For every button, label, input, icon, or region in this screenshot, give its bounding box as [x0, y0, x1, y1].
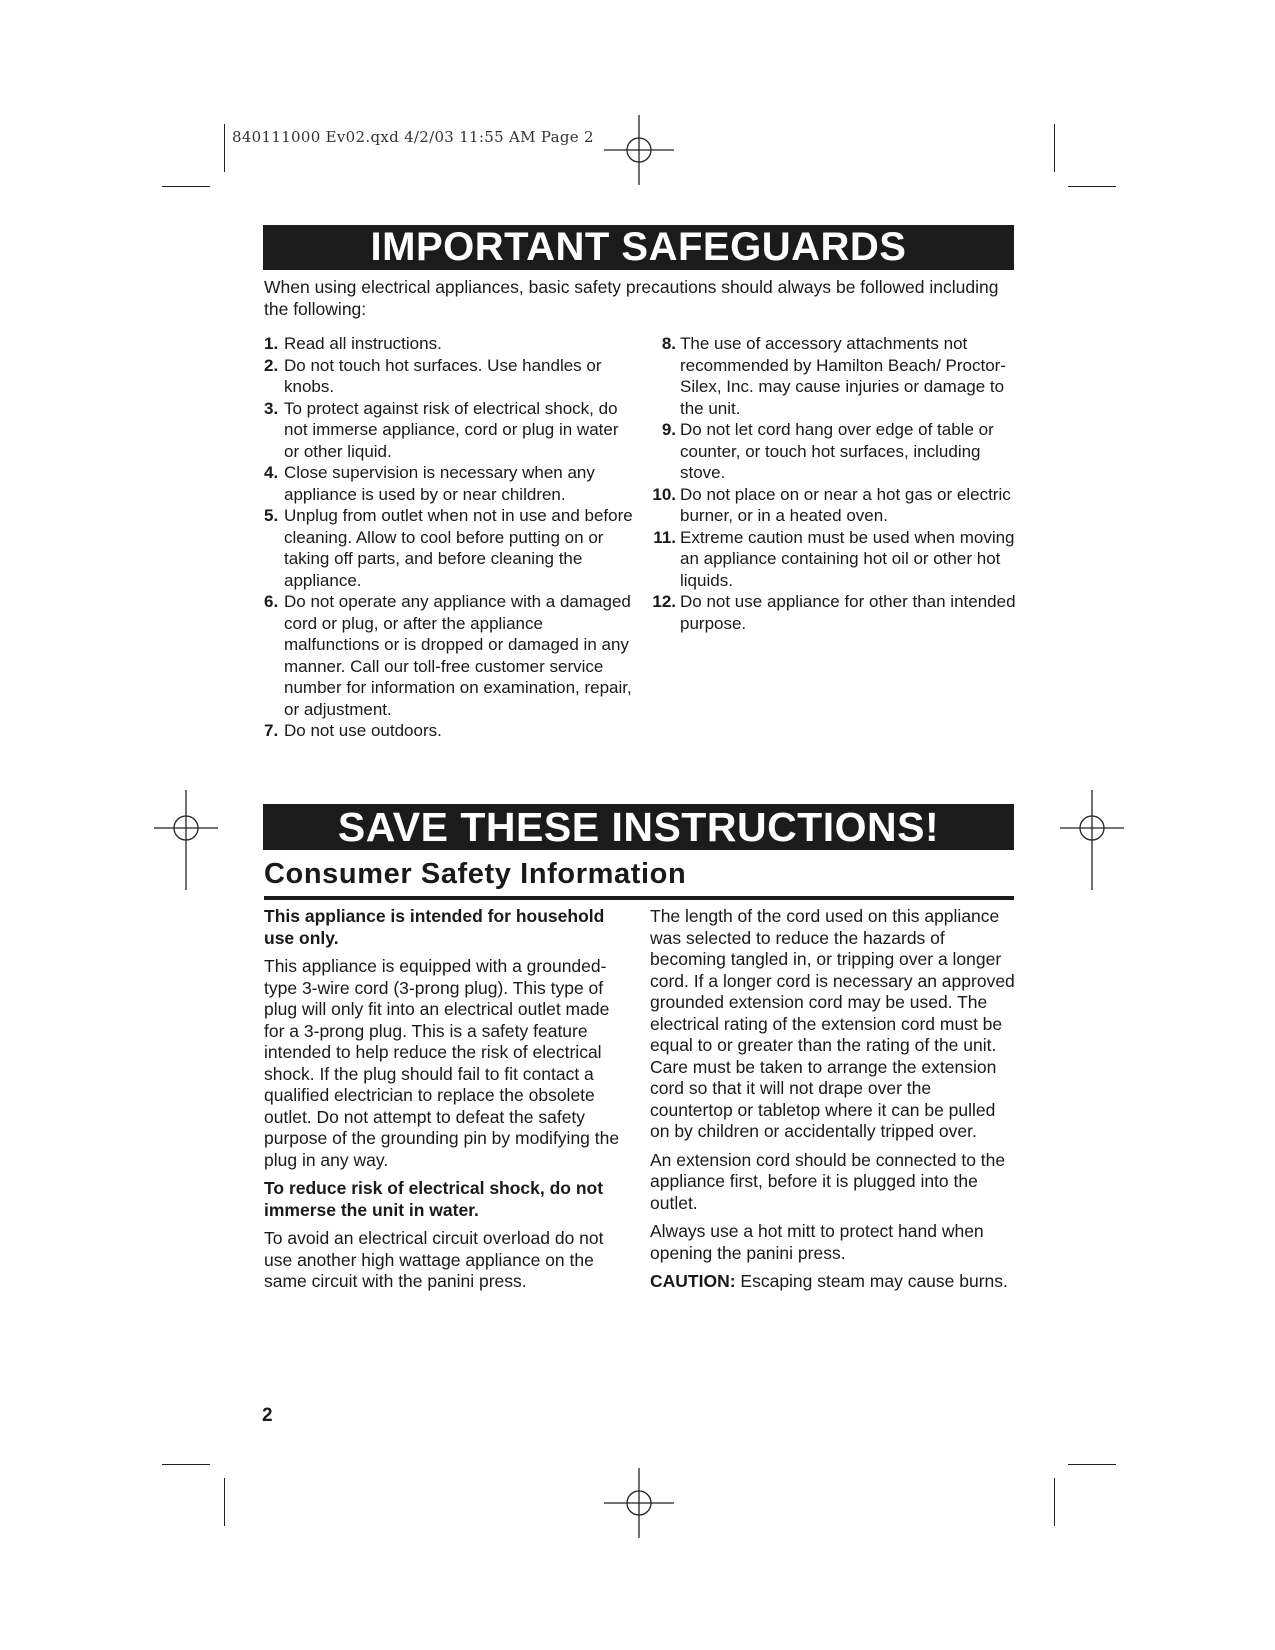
- caution-label: CAUTION:: [650, 1271, 736, 1291]
- registration-mark-icon: [604, 115, 674, 185]
- safeguard-number: 4.: [264, 463, 279, 482]
- safeguard-item: [264, 462, 634, 505]
- caution-paragraph: [650, 1271, 1015, 1293]
- crop-mark: [1068, 186, 1116, 187]
- section-divider: [264, 896, 1014, 900]
- crop-mark: [1068, 1464, 1116, 1465]
- crop-mark: [224, 124, 225, 172]
- safeguard-number: 3.: [264, 398, 279, 418]
- crop-mark: [162, 186, 210, 187]
- safeguard-text: Extreme caution must be used when moving an appliance containing hot oil or other hot liquids.: [680, 527, 1015, 590]
- section-title: Consumer Safety Information: [264, 858, 687, 890]
- crop-mark: [162, 1464, 210, 1465]
- household-use-note: This appliance is intended for household use only.: [264, 906, 605, 948]
- safeguard-number: 11.: [653, 527, 676, 547]
- safeguard-item: [264, 720, 634, 742]
- safeguard-number: 1.: [264, 334, 279, 353]
- safeguard-item: [648, 419, 1018, 484]
- safeguard-item: [648, 333, 1018, 419]
- safeguard-number: 5.: [264, 506, 279, 525]
- safeguard-number: 8.: [661, 334, 676, 353]
- important-safeguards-banner: IMPORTANT SAFEGUARDS: [263, 225, 1014, 270]
- safeguard-item: [648, 484, 1018, 527]
- extension-cord-paragraph: An extension cord should be connected to the appliance first, before it is plugged into the outlet.: [650, 1149, 1006, 1213]
- safeguard-text: Close supervision is necessary when any appliance is used by or near children.: [284, 463, 595, 504]
- safeguard-text: Do not use appliance for other than intended purpose.: [680, 592, 1016, 633]
- consumer-safety-right-column: [650, 906, 1015, 1300]
- safeguard-text: Do not use outdoors.: [284, 721, 442, 740]
- safeguard-text: Do not place on or near a hot gas or electric burner, or in a heated oven.: [680, 484, 1011, 525]
- safeguard-text: Do not let cord hang over edge of table or counter, or touch hot surfaces, including stove.: [680, 420, 994, 482]
- safeguard-text: To protect against risk of electrical shock, do not immerse appliance, cord or plug in water or other liquid.: [284, 398, 619, 461]
- safeguard-text: Unplug from outlet when not in use and before cleaning. Allow to cool before putting on or taking off parts, and before cleaning the appliance.: [284, 506, 633, 590]
- crop-mark: [1054, 124, 1055, 172]
- safeguard-number: 2.: [264, 355, 279, 375]
- circuit-overload-paragraph: To avoid an electrical circuit overload do not use another high wattage appliance on the same circuit with the panini press.: [264, 1228, 604, 1291]
- save-instructions-banner: SAVE THESE INSTRUCTIONS!: [263, 804, 1014, 850]
- safeguards-list-left: [264, 333, 634, 742]
- grounded-plug-paragraph: This appliance is equipped with a grounded-type 3-wire cord (3-prong plug). This type of plug will only fit into an electrical outlet made for a 3-prong plug. This is a safety feature intended to help reduce the risk of electrical shock. If the plug should fail to fit contact a qualified electrician to replace the obsolete outlet. Do not attempt to defeat the safety purpose of the grounding pin by modifying the plug in any way.: [264, 956, 620, 1170]
- safeguard-text: Do not touch hot surfaces. Use handles or knobs.: [284, 355, 602, 396]
- cord-length-paragraph: The length of the cord used on this appliance was selected to reduce the hazards of becoming tangled in, or tripping over a longer cord. If a longer cord is necessary an approved grounded extension cord may be used. The electrical rating of the extension cord must be equal to or greater than the rating of the unit. Care must be taken to arrange the extension cord so that it will not drape over the countertop or tabletop where it can be pulled on by children or accidentally tripped over.: [650, 906, 1015, 1141]
- intro-text: When using electrical appliances, basic safety precautions should always be followed including the following:: [264, 277, 999, 319]
- safeguard-item: [264, 333, 634, 355]
- safeguard-number: 10.: [652, 484, 676, 504]
- hot-mitt-paragraph: Always use a hot mitt to protect hand when opening the panini press.: [650, 1221, 984, 1263]
- shock-warning: To reduce risk of electrical shock, do not immerse the unit in water.: [264, 1178, 604, 1220]
- safeguard-item: [648, 527, 1018, 592]
- safeguard-item: [264, 398, 634, 463]
- safeguards-list-right: [648, 333, 1018, 634]
- page-number: 2: [262, 1405, 273, 1426]
- safeguard-item: [648, 591, 1018, 634]
- safeguard-item: [264, 355, 634, 398]
- safeguard-number: 6.: [264, 592, 279, 611]
- print-slug: 840111000 Ev02.qxd 4/2/03 11:55 AM Page 2: [232, 128, 594, 146]
- consumer-safety-left-column: [264, 906, 629, 1300]
- safeguard-number: 12.: [652, 592, 676, 611]
- crop-mark: [1054, 1478, 1055, 1526]
- registration-mark-icon: [1058, 790, 1128, 890]
- safeguard-item: [264, 505, 634, 591]
- safeguard-text: Do not operate any appliance with a damaged cord or plug, or after the appliance malfunctions or is dropped or damaged in any manner. Call our toll-free customer service number for information on examination, repair, or adjustment.: [284, 592, 632, 719]
- safeguard-text: Read all instructions.: [284, 334, 442, 353]
- safeguard-text: The use of accessory attachments not recommended by Hamilton Beach/ Proctor-Silex, Inc. may cause injuries or damage to the unit.: [680, 334, 1006, 418]
- caution-text: Escaping steam may cause burns.: [735, 1271, 1008, 1291]
- registration-mark-icon: [150, 790, 220, 890]
- crop-mark: [224, 1478, 225, 1526]
- safeguard-number: 9.: [661, 420, 676, 439]
- safeguard-number: 7.: [264, 721, 279, 740]
- safeguard-item: [264, 591, 634, 720]
- registration-mark-icon: [604, 1468, 674, 1538]
